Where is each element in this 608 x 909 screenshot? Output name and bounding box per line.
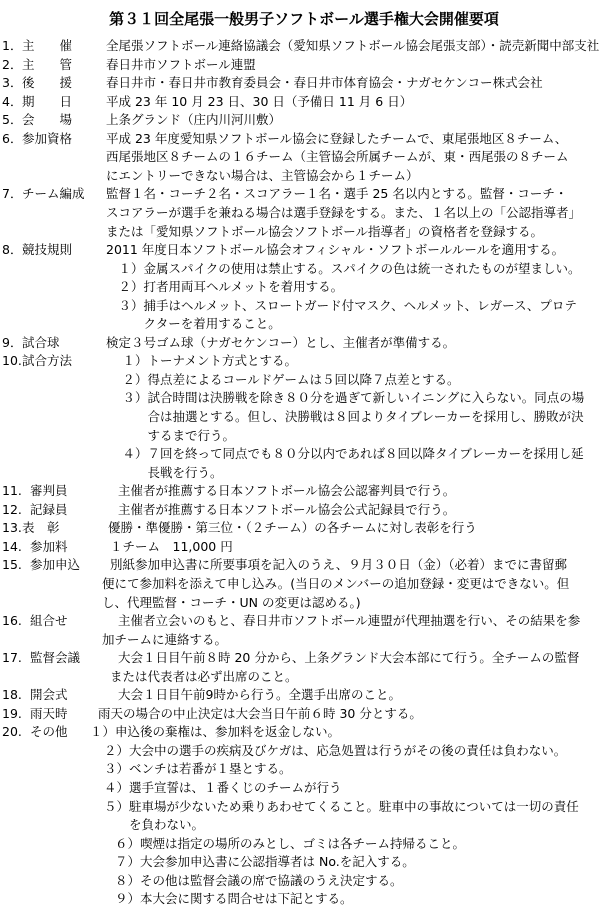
item-text: １）トーナメント方式とする。 [110, 353, 298, 369]
item-number: 8． [2, 242, 23, 258]
item-text: クターを着用すること。 [106, 316, 281, 332]
requirement-row [0, 222, 608, 242]
requirement-row [0, 184, 608, 204]
item-number: 11. [2, 483, 22, 499]
requirement-row [0, 73, 608, 93]
requirement-row [0, 741, 608, 761]
item-number: 17. [2, 650, 22, 666]
requirement-row [0, 797, 608, 817]
item-text: 全尾張ソフトボール連絡協議会（愛知県ソフトボール協会尾張支部）・読売新聞中部支社 [106, 38, 600, 53]
item-text: 別紙参加申込書に所要事項を記入のうえ、９月３０日（金）（必着）までに書留郵 [110, 557, 568, 573]
requirement-row [0, 463, 608, 483]
item-text: 雨天の場合の中止決定は大会当日午前６時 30 分とする。 [98, 705, 422, 721]
requirement-row [0, 593, 608, 613]
item-text: ３）ベンチは若番が１塁とする。 [104, 761, 292, 777]
item-text: 加チームに連絡する。 [102, 631, 228, 647]
item-text: 優勝・準優勝・第三位・（２チーム）の各チームに対し表彰を行う [108, 520, 477, 536]
item-number: 19. [2, 705, 22, 721]
item-text: 春日井市ソフトボール連盟 [106, 56, 256, 72]
requirement-row [0, 240, 608, 260]
item-number: 16. [2, 613, 22, 629]
requirement-row [0, 351, 608, 371]
requirement-row [0, 426, 608, 446]
item-label: チーム編成 [22, 186, 85, 202]
item-text: １）申込後の棄権は、参加料を返金しない。 [90, 724, 341, 740]
item-label: 雨天時 [30, 705, 68, 721]
requirement-row [0, 574, 608, 594]
requirement-row [0, 92, 608, 112]
item-label: 後 援 [22, 75, 73, 91]
requirement-row [0, 314, 608, 334]
item-text: ２）得点差によるコールドゲームは５回以降７点差とする。 [110, 371, 460, 387]
item-label: 試合球 [22, 334, 60, 350]
item-number: 20. [2, 724, 22, 740]
requirement-row [0, 722, 608, 742]
item-label: 組合せ [30, 613, 68, 629]
requirement-row [0, 259, 608, 279]
requirement-row [0, 852, 608, 872]
item-label: 参加資格 [22, 130, 73, 146]
item-number: 6． [2, 130, 23, 146]
item-text: 主催者が推薦する日本ソフトボール協会公式記録員で行う。 [118, 501, 456, 517]
item-label: 試合方法 [22, 353, 73, 369]
item-text: 春日井市・春日井市教育委員会・春日井市体育協会・ナガセケンコー株式会社 [106, 75, 543, 91]
item-label: 監督会議 [30, 650, 81, 666]
item-text: ９）本大会に関する問合せは下記とする。 [115, 891, 353, 907]
item-number: 3． [2, 75, 23, 91]
item-text: ２）大会中の選手の疾病及びケガは、応急処置は行うがその後の責任は負わない。 [104, 742, 567, 758]
item-number: 14. [2, 538, 22, 554]
item-label: その他 [30, 724, 68, 740]
item-text: するまで行う。 [110, 427, 236, 443]
item-text: ２）打者用両耳ヘルメットを着用する。 [106, 279, 344, 295]
item-text: 検定３号ゴム球（ナガセケンコー）とし、主催者が準備する。 [106, 334, 456, 350]
item-label: 競技規則 [22, 242, 73, 258]
item-number: 10. [2, 353, 22, 369]
item-text: し、代理監督・コーチ・UN の変更は認める。) [102, 594, 361, 610]
requirement-row [0, 333, 608, 353]
item-text: 長戦を行う。 [110, 464, 223, 480]
item-label: 参加料 [30, 538, 68, 554]
item-text: ４）７回を終って同点でも８０分以内であれば８回以降タイブレーカーを採用し延 [110, 446, 584, 462]
requirement-row [0, 834, 608, 854]
item-number: 1． [2, 38, 23, 53]
requirement-row [0, 370, 608, 390]
item-label: 期 日 [22, 93, 73, 109]
requirement-row [0, 277, 608, 297]
document-title: 第３１回全尾張一般男子ソフトボール選手権大会開催要項 [109, 10, 499, 28]
item-number: 15. [2, 557, 22, 573]
item-text: ３）捕手はヘルメット、スロートガード付マスク、ヘルメット、レガース、プロテ [106, 297, 577, 313]
item-text: ８）その他は監督会議の席で協議のうえ決定する。 [115, 872, 403, 888]
item-label: 参加申込 [30, 557, 81, 573]
item-number: 18. [2, 687, 22, 703]
item-number: 7． [2, 186, 23, 202]
requirement-row [0, 55, 608, 75]
item-text: ４）選手宣誓は、１番くじのチームが行う [104, 780, 342, 795]
requirement-row [0, 407, 608, 427]
requirement-row [0, 537, 608, 557]
item-label: 審判員 [30, 483, 68, 499]
item-number: 12. [2, 501, 22, 517]
item-text: 平成 23 年度愛知県ソフトボール協会に登録したチームで、東尾張地区８チーム、 [106, 130, 568, 146]
requirement-row [0, 388, 608, 408]
requirement-row [0, 203, 608, 223]
requirement-row [0, 704, 608, 724]
requirement-row [0, 685, 608, 705]
item-text: 上条グランド（庄内川河川敷） [106, 112, 282, 128]
item-text: ７）大会参加申込書に公認指導者は No.を記入する。 [115, 854, 415, 870]
item-text: にエントリーできない場合は、主管協会から１チーム） [106, 167, 419, 183]
requirement-row [0, 648, 608, 668]
item-label: 記録員 [30, 501, 68, 517]
requirement-row [0, 129, 608, 149]
item-label: 主 催 [22, 38, 73, 53]
requirement-row [0, 667, 608, 687]
item-text: ５）駐車場が少ないため乗りあわせてくること。駐車中の事故については一切の責任 [104, 798, 579, 814]
requirement-row [0, 147, 608, 167]
item-text: または「愛知県ソフトボール協会ソフトボール指導者」の資格者を登録する。 [106, 223, 544, 239]
requirement-row [0, 166, 608, 186]
item-text: 合は抽選とする。但し、決勝戦は８回よりタイブレーカーを採用し、勝敗が決 [110, 409, 584, 424]
requirement-row [0, 889, 608, 909]
requirement-row [0, 36, 608, 56]
item-number: 4． [2, 93, 23, 109]
item-text: スコアラーが選手を兼ねる場合は選手登録をする。また、１名以上の「公認指導者」 [106, 204, 582, 220]
item-number: 2． [2, 56, 23, 72]
requirement-row [0, 500, 608, 520]
requirement-row [0, 759, 608, 779]
item-text: 2011 年度日本ソフトボール協会オフィシャル・ソフトボールルールを適用する。 [106, 242, 565, 258]
requirement-row [0, 481, 608, 501]
item-text: 西尾張地区８チームの１６チーム（主管協会所属チームが、東・西尾張の８チーム [106, 149, 569, 165]
item-number: 9． [2, 334, 23, 350]
item-text: 主催者が推薦する日本ソフトボール協会公認審判員で行う。 [118, 483, 456, 499]
item-text: 主催者立会いのもと、春日井市ソフトボール連盟が代理抽選を行い、その結果を参 [118, 613, 581, 629]
item-text: 大会１日目午前８時 20 分から、上条グランド大会本部にて行う。全チームの監督 [118, 650, 580, 666]
item-number: 13. [2, 520, 22, 536]
requirement-row [0, 815, 608, 835]
item-label: 開会式 [30, 687, 68, 703]
requirement-row [0, 871, 608, 891]
item-text: 監督１名・コーチ２名・スコアラー１名・選手 25 名以内とする。監督・コーチ・ [106, 186, 568, 202]
requirement-row [0, 110, 608, 130]
item-text: を負わない。 [104, 817, 205, 833]
item-text: ３）試合時間は決勝戦を除き８０分を過ぎて新しいイニングに入らない。同点の場 [110, 390, 585, 406]
item-text: または代表者は必ず出席のこと。 [110, 668, 298, 684]
item-text: 大会１日目午前9時から行う。全選手出席のこと。 [118, 687, 401, 703]
requirement-row [0, 630, 608, 650]
item-label: 主 管 [22, 56, 73, 72]
requirement-row [0, 296, 608, 316]
requirement-row [0, 555, 608, 575]
item-label: 会 場 [22, 112, 73, 128]
requirement-row [0, 611, 608, 631]
item-text: １チーム 11,000 円 [110, 538, 233, 554]
requirement-row [0, 444, 608, 464]
item-label: 表 彰 [22, 520, 60, 536]
requirement-row [0, 778, 608, 798]
item-text: ６）喫煙は指定の場所のみとし、ゴミは各チーム持帰ること。 [115, 835, 466, 851]
requirement-row [0, 518, 608, 538]
item-number: 5． [2, 112, 23, 128]
item-text: 平成 23 年 10 月 23 日、30 日（予備日 11 月 6 日） [106, 93, 413, 109]
item-text: １）金属スパイクの使用は禁止する。スパイクの色は統一されたものが望ましい。 [106, 260, 581, 276]
item-text: 便にて参加料を添えて申し込み。(当日のメンバーの追加登録・変更はできない。但 [102, 575, 570, 591]
